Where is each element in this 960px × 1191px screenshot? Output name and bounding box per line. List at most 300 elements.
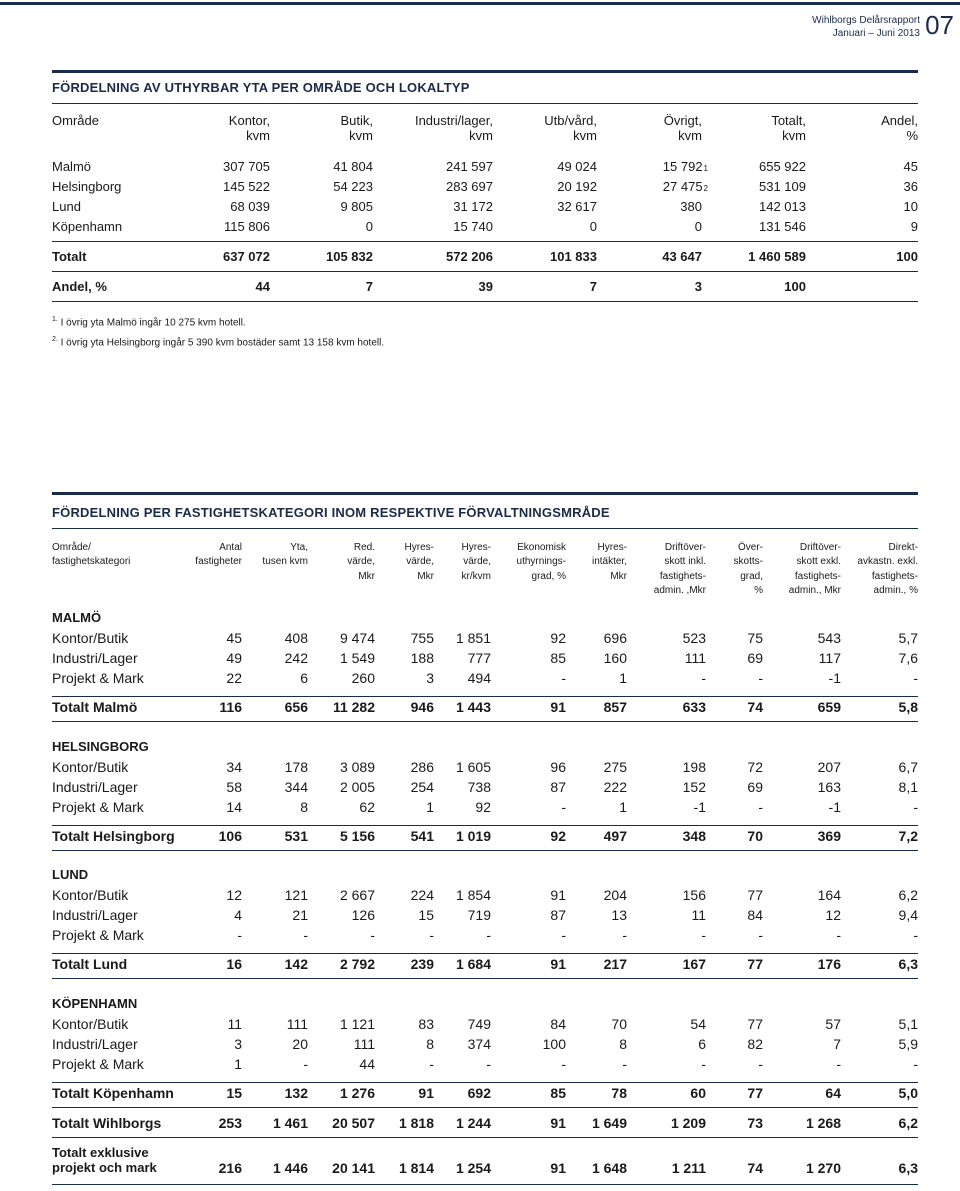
group-total-row-cell-10: 77 bbox=[747, 1085, 763, 1101]
category-row-cell-1: Industri/Lager bbox=[52, 650, 138, 666]
excl-total-row bbox=[52, 1145, 918, 1177]
category-row-cell-7: 100 bbox=[542, 1036, 566, 1052]
group-total-row-cell-11: 64 bbox=[825, 1085, 841, 1101]
category-row-cell-12: 9,4 bbox=[898, 907, 918, 923]
area-row-cell-7: 131 546 bbox=[759, 219, 806, 234]
report-period: Januari – Juni 2013 bbox=[832, 28, 920, 39]
excl-total-cell-10: 74 bbox=[747, 1160, 763, 1176]
col-header-8: Hyres- intäkter, Mkr bbox=[591, 542, 627, 582]
top-border bbox=[0, 2, 960, 5]
footnote-mark: 2. bbox=[52, 336, 58, 343]
category-row-cell-12: 7,6 bbox=[898, 650, 918, 666]
category-row-cell-2: - bbox=[237, 927, 242, 943]
category-row-cell-10: 77 bbox=[747, 1016, 763, 1032]
group-total-row-cell-4: 1 276 bbox=[339, 1085, 375, 1101]
category-row-cell-9: 11 bbox=[691, 907, 706, 923]
category-row-cell-1: Industri/Lager bbox=[52, 779, 138, 795]
group-total-row-cell-2: 16 bbox=[226, 956, 242, 972]
grand-total-row-cell-11: 1 268 bbox=[805, 1115, 841, 1131]
category-row-cell-6: 494 bbox=[467, 670, 491, 686]
grand-total-row-cell-4: 20 507 bbox=[332, 1115, 375, 1131]
footnote-text: I övrig yta Malmö ingår 10 275 kvm hotell. bbox=[57, 317, 246, 329]
area-share-row-cell-3: 7 bbox=[365, 279, 373, 294]
category-row-cell-6: 738 bbox=[467, 779, 491, 795]
category-row-cell-7: 84 bbox=[550, 1016, 566, 1032]
area-share-row-cell-2: 44 bbox=[255, 279, 270, 294]
category-row-cell-5: 755 bbox=[410, 630, 434, 646]
category-row-cell-8: 1 bbox=[619, 670, 627, 686]
category-row-cell-1: Projekt & Mark bbox=[52, 799, 144, 815]
category-row bbox=[52, 798, 918, 816]
category-row-cell-1: Industri/Lager bbox=[52, 907, 138, 923]
category-row-cell-6: 719 bbox=[467, 907, 491, 923]
excl-total-cell-12: 6,3 bbox=[898, 1160, 918, 1176]
category-row-cell-1: Industri/Lager bbox=[52, 1036, 138, 1052]
category-row-cell-4: 9 474 bbox=[339, 630, 375, 646]
group-total-row-cell-5: 91 bbox=[418, 1085, 434, 1101]
category-row-cell-12: 8,1 bbox=[898, 779, 918, 795]
category-row-cell-1: Kontor/Butik bbox=[52, 887, 129, 903]
category-row-cell-9: 111 bbox=[684, 650, 706, 666]
category-row-cell-5: 15 bbox=[418, 907, 434, 923]
section2-bottom-rule bbox=[52, 1184, 918, 1185]
category-row-cell-12: 6,2 bbox=[898, 887, 918, 903]
group-total-row-cell-12: 6,3 bbox=[898, 956, 918, 972]
group-total-row-cell-1: Totalt Lund bbox=[52, 956, 128, 972]
category-row-cell-1: Projekt & Mark bbox=[52, 670, 144, 686]
col-header-3-l1: Butik, bbox=[340, 113, 373, 128]
group-total-row-cell-3: 142 bbox=[284, 956, 308, 972]
grand-total-row-cell-6: 1 244 bbox=[455, 1115, 491, 1131]
group-total-row-cell-9: 633 bbox=[682, 699, 706, 715]
footnote bbox=[52, 333, 384, 349]
section1-header-rule bbox=[52, 103, 918, 104]
group-total-row-cell-7: 85 bbox=[550, 1085, 566, 1101]
excl-total-cell-4: 20 141 bbox=[332, 1160, 375, 1176]
excl-total-cell-7: 91 bbox=[550, 1160, 566, 1176]
group-total-row-cell-4: 2 792 bbox=[339, 956, 375, 972]
group-total-rule bbox=[52, 696, 918, 697]
grand-total-row-cell-10: 73 bbox=[747, 1115, 763, 1131]
group-total-row-cell-7: 91 bbox=[550, 699, 566, 715]
category-row bbox=[52, 926, 918, 944]
area-row bbox=[52, 198, 918, 216]
group-heading: KÖPENHAMN bbox=[52, 996, 138, 1011]
group-heading: MALMÖ bbox=[52, 610, 102, 625]
report-header bbox=[812, 14, 920, 40]
grand-total-row-cell-8: 1 649 bbox=[591, 1115, 627, 1131]
excl-total-cell-2: 216 bbox=[218, 1160, 242, 1176]
category-row-cell-8: 1 bbox=[619, 799, 627, 815]
excl-total-label-line2: projekt och mark bbox=[52, 1160, 157, 1175]
category-row-cell-6: 1 605 bbox=[455, 759, 491, 775]
area-row-cell-8: 45 bbox=[903, 159, 918, 174]
area-row bbox=[52, 178, 918, 196]
grand-total-row bbox=[52, 1114, 918, 1132]
col-header-5: Hyres- värde, Mkr bbox=[404, 542, 434, 582]
area-row-cell-2: 68 039 bbox=[230, 199, 270, 214]
col-header-9: Driftöver- skott inkl. fastighets- admin. ,Mkr bbox=[653, 542, 706, 596]
category-row-cell-10: - bbox=[758, 670, 763, 686]
area-share-row-cell-5: 7 bbox=[589, 279, 597, 294]
col-header-4: Red. värde, Mkr bbox=[347, 542, 375, 582]
group-total-row-cell-6: 692 bbox=[467, 1085, 491, 1101]
group-total-row-cell-2: 116 bbox=[219, 699, 242, 715]
section1-title: FÖRDELNING AV UTHYRBAR YTA PER OMRÅDE OCH LOKALTYP bbox=[52, 80, 470, 95]
category-row-cell-5: 83 bbox=[418, 1016, 434, 1032]
category-row-cell-9: 156 bbox=[682, 887, 706, 903]
category-row-cell-9: - bbox=[701, 1056, 706, 1072]
category-row-cell-4: - bbox=[370, 927, 375, 943]
col-header-6-l2: kvm bbox=[678, 128, 702, 143]
category-row-cell-9: - bbox=[701, 670, 706, 686]
group-total-row-cell-8: 217 bbox=[603, 956, 627, 972]
group-total-row-cell-8: 497 bbox=[603, 828, 627, 844]
col-header-1: Område/ fastighetskategori bbox=[52, 542, 131, 568]
col-header-7-l2: kvm bbox=[782, 128, 806, 143]
category-row-cell-7: - bbox=[561, 670, 566, 686]
category-row-cell-7: 96 bbox=[550, 759, 566, 775]
area-total-row-cell-3: 105 832 bbox=[326, 249, 373, 264]
category-row-cell-6: - bbox=[486, 1056, 491, 1072]
category-row bbox=[52, 886, 918, 904]
group-total-row-cell-10: 77 bbox=[747, 956, 763, 972]
grand-total-row-cell-1: Totalt Wihlborgs bbox=[52, 1115, 162, 1131]
category-row bbox=[52, 629, 918, 647]
group-total-row-cell-11: 176 bbox=[817, 956, 841, 972]
category-row-cell-7: 87 bbox=[550, 907, 566, 923]
area-row-cell-2: 145 522 bbox=[223, 179, 270, 194]
group-total-row-cell-6: 1 443 bbox=[455, 699, 491, 715]
category-row-cell-3: 242 bbox=[284, 650, 308, 666]
category-row-cell-1: Projekt & Mark bbox=[52, 1056, 144, 1072]
group-total-row-cell-7: 92 bbox=[550, 828, 566, 844]
col-header-2: Antal fastigheter bbox=[195, 542, 242, 568]
area-row-cell-6: 380 bbox=[680, 199, 702, 214]
category-row-cell-11: 163 bbox=[817, 779, 841, 795]
col-header-2-l2: kvm bbox=[246, 128, 270, 143]
category-row-cell-5: - bbox=[429, 1056, 434, 1072]
category-row-cell-7: 91 bbox=[550, 887, 566, 903]
category-row-cell-4: 3 089 bbox=[339, 759, 375, 775]
group-total-row bbox=[52, 827, 918, 845]
category-row-cell-4: 44 bbox=[359, 1056, 375, 1072]
area-share-row bbox=[52, 278, 918, 296]
footnote bbox=[52, 313, 246, 329]
category-row-cell-9: 6 bbox=[698, 1036, 706, 1052]
category-row-cell-10: 82 bbox=[747, 1036, 763, 1052]
category-row bbox=[52, 1035, 918, 1053]
excl-total-cell-11: 1 270 bbox=[805, 1160, 841, 1176]
grand-total-row-cell-9: 1 209 bbox=[670, 1115, 706, 1131]
group-total-row-cell-5: 239 bbox=[410, 956, 434, 972]
area-row-cell-4: 241 597 bbox=[446, 159, 493, 174]
category-row-cell-10: 77 bbox=[747, 887, 763, 903]
area-total-row-cell-1: Totalt bbox=[52, 249, 87, 264]
section1-top-rule bbox=[52, 70, 918, 73]
grand-total-row-cell-5: 1 818 bbox=[398, 1115, 434, 1131]
category-row-cell-5: - bbox=[429, 927, 434, 943]
category-row-cell-4: 1 549 bbox=[339, 650, 375, 666]
area-total-row-cell-2: 637 072 bbox=[223, 249, 270, 264]
area-total-row-cell-5: 101 833 bbox=[550, 249, 597, 264]
group-total-row-cell-9: 167 bbox=[682, 956, 706, 972]
group-total-row-cell-3: 531 bbox=[284, 828, 308, 844]
category-row bbox=[52, 758, 918, 776]
group-total-row-cell-7: 91 bbox=[550, 956, 566, 972]
category-row-cell-9: 198 bbox=[682, 759, 706, 775]
excl-total-cell-9: 1 211 bbox=[671, 1160, 706, 1176]
category-row-cell-7: 85 bbox=[550, 650, 566, 666]
group-total-row-cell-12: 7,2 bbox=[898, 828, 918, 844]
category-row-cell-8: 13 bbox=[611, 907, 627, 923]
category-row bbox=[52, 649, 918, 667]
group-total-row-cell-5: 541 bbox=[410, 828, 434, 844]
section1-bottom-rule bbox=[52, 301, 918, 302]
category-row-cell-3: 111 bbox=[286, 1016, 308, 1032]
category-row-cell-8: 696 bbox=[603, 630, 627, 646]
category-row-cell-5: 254 bbox=[410, 779, 434, 795]
category-row-cell-5: 188 bbox=[410, 650, 434, 666]
excl-total-cell-5: 1 814 bbox=[398, 1160, 434, 1176]
category-row-cell-7: 92 bbox=[550, 630, 566, 646]
col-header-6: Hyres- värde, kr/kvm bbox=[461, 542, 491, 582]
category-row-cell-11: 12 bbox=[825, 907, 841, 923]
category-row-cell-2: 58 bbox=[226, 779, 242, 795]
category-row-cell-5: 1 bbox=[426, 799, 434, 815]
area-row-cell-3: 54 223 bbox=[333, 179, 373, 194]
area-row-cell-4: 31 172 bbox=[453, 199, 493, 214]
category-row-cell-10: - bbox=[758, 927, 763, 943]
group-total-row-cell-12: 5,0 bbox=[898, 1085, 918, 1101]
category-row-cell-2: 45 bbox=[226, 630, 242, 646]
category-row-cell-7: - bbox=[561, 1056, 566, 1072]
category-row-cell-6: 749 bbox=[467, 1016, 491, 1032]
group-total-row-cell-11: 659 bbox=[817, 699, 841, 715]
category-row-cell-5: 286 bbox=[410, 759, 434, 775]
group-total-row-cell-11: 369 bbox=[817, 828, 841, 844]
group-total-row-cell-1: Totalt Helsingborg bbox=[52, 828, 175, 844]
area-row-cell-1: Helsingborg bbox=[52, 179, 122, 194]
category-row-cell-3: 121 bbox=[284, 887, 308, 903]
col-header-5-l1: Utb/vård, bbox=[544, 113, 597, 128]
area-row-cell-1: Köpenhamn bbox=[52, 219, 123, 234]
area-row-cell-2: 307 705 bbox=[223, 159, 270, 174]
area-share-row-cell-6: 3 bbox=[694, 279, 702, 294]
category-row-cell-4: 126 bbox=[351, 907, 375, 923]
group-total-row-cell-8: 78 bbox=[611, 1085, 627, 1101]
category-row-cell-12: 5,7 bbox=[898, 630, 918, 646]
category-row-cell-2: 14 bbox=[226, 799, 242, 815]
category-row-cell-4: 260 bbox=[351, 670, 375, 686]
category-row-cell-2: 22 bbox=[226, 670, 242, 686]
category-row-cell-7: - bbox=[561, 927, 566, 943]
area-row-cell-7: 531 109 bbox=[759, 179, 806, 194]
category-row-cell-10: 69 bbox=[747, 779, 763, 795]
category-row-cell-11: -1 bbox=[828, 799, 841, 815]
category-row-cell-5: 8 bbox=[426, 1036, 434, 1052]
category-row-cell-11: 117 bbox=[818, 650, 841, 666]
category-row-cell-11: - bbox=[836, 1056, 841, 1072]
area-row-cell-6: 0 bbox=[694, 219, 702, 234]
area-row-cell-5: 32 617 bbox=[557, 199, 597, 214]
category-row-cell-8: 204 bbox=[603, 887, 627, 903]
group-end-rule bbox=[52, 850, 918, 851]
col-header-11: Driftöver- skott exkl. fastighets- admin., Mkr bbox=[788, 542, 841, 596]
category-row-cell-1: Projekt & Mark bbox=[52, 927, 144, 943]
report-title: Wihlborgs Delårsrapport bbox=[812, 15, 920, 26]
category-row-cell-4: 2 005 bbox=[339, 779, 375, 795]
col-header-4-l1: Industri/lager, bbox=[414, 113, 493, 128]
area-share-row-cell-4: 39 bbox=[478, 279, 493, 294]
area-row-cell-1: Malmö bbox=[52, 159, 92, 174]
group-total-row-cell-1: Totalt Malmö bbox=[52, 699, 138, 715]
category-row-cell-6: 777 bbox=[467, 650, 491, 666]
group-total-row-cell-1: Totalt Köpenhamn bbox=[52, 1085, 174, 1101]
grand-total-row-cell-12: 6,2 bbox=[898, 1115, 918, 1131]
category-row-cell-10: 69 bbox=[747, 650, 763, 666]
category-row-cell-10: - bbox=[758, 1056, 763, 1072]
area-total-row bbox=[52, 248, 918, 266]
area-total-row-cell-7: 1 460 589 bbox=[748, 249, 806, 264]
group-total-row-cell-2: 106 bbox=[218, 828, 242, 844]
category-row-cell-3: 178 bbox=[284, 759, 308, 775]
category-row-cell-9: 523 bbox=[682, 630, 706, 646]
excl-total-cell-6: 1 254 bbox=[455, 1160, 491, 1176]
category-row-cell-4: 1 121 bbox=[339, 1016, 375, 1032]
area-row-cell-7: 142 013 bbox=[759, 199, 806, 214]
group-total-row-cell-4: 5 156 bbox=[339, 828, 375, 844]
excl-total-label-line1: Totalt exklusive bbox=[52, 1145, 149, 1160]
category-row-cell-3: 408 bbox=[284, 630, 308, 646]
group-total-row-cell-10: 74 bbox=[747, 699, 763, 715]
col-header-12: Direkt- avkastn. exkl. fastighets- admin., % bbox=[857, 542, 918, 596]
group-total-row-cell-4: 11 282 bbox=[332, 699, 375, 715]
category-row-cell-8: - bbox=[622, 927, 627, 943]
group-total-row-cell-9: 348 bbox=[682, 828, 706, 844]
category-row-cell-4: 62 bbox=[359, 799, 375, 815]
area-row-cell-4: 283 697 bbox=[446, 179, 493, 194]
col-header-2-l1: Kontor, bbox=[228, 113, 270, 128]
area-row bbox=[52, 158, 918, 176]
category-row-cell-2: 49 bbox=[226, 650, 242, 666]
area-row-cell-8: 9 bbox=[910, 219, 918, 234]
group-total-row bbox=[52, 955, 918, 973]
group-end-rule bbox=[52, 978, 918, 979]
category-row-cell-5: 224 bbox=[410, 887, 434, 903]
grand-total-rule bbox=[52, 1107, 918, 1108]
col-header-8-l1: Andel, bbox=[881, 113, 918, 128]
area-row-cell-3: 0 bbox=[365, 219, 373, 234]
category-row bbox=[52, 906, 918, 924]
category-row-cell-10: 84 bbox=[747, 907, 763, 923]
group-heading: LUND bbox=[52, 867, 89, 882]
category-row-cell-12: - bbox=[913, 927, 918, 943]
col-header-4-l2: kvm bbox=[469, 128, 493, 143]
group-total-rule bbox=[52, 825, 918, 826]
area-row bbox=[52, 218, 918, 236]
col-header-3: Yta, tusen kvm bbox=[262, 542, 308, 568]
area-row-footnote-mark: 2 bbox=[703, 184, 708, 193]
category-row-cell-7: - bbox=[561, 799, 566, 815]
group-total-row-cell-6: 1 019 bbox=[455, 828, 491, 844]
category-row-cell-2: 12 bbox=[226, 887, 242, 903]
category-row-cell-12: 5,9 bbox=[898, 1036, 918, 1052]
col-header-10: Över- skotts- grad, % bbox=[733, 542, 763, 596]
category-row-cell-8: 275 bbox=[603, 759, 627, 775]
category-row-cell-6: 1 854 bbox=[455, 887, 491, 903]
category-row-cell-12: - bbox=[913, 1056, 918, 1072]
area-row-cell-6: 27 4752 bbox=[662, 179, 708, 194]
grand-total-row-cell-2: 253 bbox=[218, 1115, 242, 1131]
category-row-cell-9: - bbox=[701, 927, 706, 943]
col-header-6-l1: Övrigt, bbox=[663, 113, 702, 128]
category-row-cell-7: 87 bbox=[550, 779, 566, 795]
area-share-row-cell-7: 100 bbox=[784, 279, 806, 294]
section2-top-rule bbox=[52, 492, 918, 495]
section2-title: FÖRDELNING PER FASTIGHETSKATEGORI INOM RESPEKTIVE FÖRVALTNINGSMRÅDE bbox=[52, 505, 610, 520]
category-row-cell-2: 11 bbox=[227, 1016, 242, 1032]
group-total-row-cell-10: 70 bbox=[747, 828, 763, 844]
category-row-cell-2: 3 bbox=[234, 1036, 242, 1052]
area-row-cell-5: 20 192 bbox=[557, 179, 597, 194]
area-share-row-cell-1: Andel, % bbox=[52, 279, 107, 294]
group-total-row-cell-8: 857 bbox=[603, 699, 627, 715]
category-row-cell-4: 2 667 bbox=[339, 887, 375, 903]
category-row-cell-10: 75 bbox=[747, 630, 763, 646]
group-total-row-cell-5: 946 bbox=[410, 699, 434, 715]
group-total-row-cell-3: 656 bbox=[284, 699, 308, 715]
category-row-cell-12: - bbox=[913, 670, 918, 686]
area-row-footnote-mark: 1 bbox=[703, 164, 708, 173]
category-row bbox=[52, 1055, 918, 1073]
category-row-cell-11: 57 bbox=[825, 1016, 841, 1032]
category-row-cell-9: 54 bbox=[690, 1016, 706, 1032]
category-row-cell-11: -1 bbox=[828, 670, 841, 686]
category-row-cell-12: 5,1 bbox=[898, 1016, 918, 1032]
category-row-cell-6: - bbox=[486, 927, 491, 943]
category-row-cell-9: 152 bbox=[682, 779, 706, 795]
category-row-cell-11: 543 bbox=[817, 630, 841, 646]
group-total-row-cell-3: 132 bbox=[284, 1085, 308, 1101]
col-header-8-l2: % bbox=[906, 128, 918, 143]
area-row-cell-2: 115 806 bbox=[223, 219, 270, 234]
excl-total-cell-8: 1 648 bbox=[591, 1160, 627, 1176]
category-row-cell-5: 3 bbox=[426, 670, 434, 686]
category-row-cell-3: 20 bbox=[292, 1036, 308, 1052]
category-row-cell-12: 6,7 bbox=[898, 759, 918, 775]
category-row-cell-1: Kontor/Butik bbox=[52, 630, 129, 646]
group-heading: HELSINGBORG bbox=[52, 739, 149, 754]
category-row-cell-9: -1 bbox=[693, 799, 706, 815]
category-row-cell-4: 111 bbox=[353, 1036, 375, 1052]
area-row-cell-3: 41 804 bbox=[333, 159, 373, 174]
category-row bbox=[52, 1015, 918, 1033]
group-total-row-cell-6: 1 684 bbox=[455, 956, 491, 972]
category-row-cell-3: 8 bbox=[300, 799, 308, 815]
grand-total-row-cell-3: 1 461 bbox=[272, 1115, 308, 1131]
col-header-1-l1: Område bbox=[52, 113, 99, 128]
category-row-cell-1: Kontor/Butik bbox=[52, 1016, 129, 1032]
category-row-cell-1: Kontor/Butik bbox=[52, 759, 129, 775]
category-row-cell-6: 374 bbox=[467, 1036, 491, 1052]
category-row-cell-11: 7 bbox=[833, 1036, 841, 1052]
area-row-cell-1: Lund bbox=[52, 199, 81, 214]
category-row-cell-11: 164 bbox=[817, 887, 841, 903]
area-row-cell-5: 49 024 bbox=[557, 159, 597, 174]
category-row-cell-3: 21 bbox=[292, 907, 308, 923]
area-row-cell-8: 36 bbox=[903, 179, 918, 194]
